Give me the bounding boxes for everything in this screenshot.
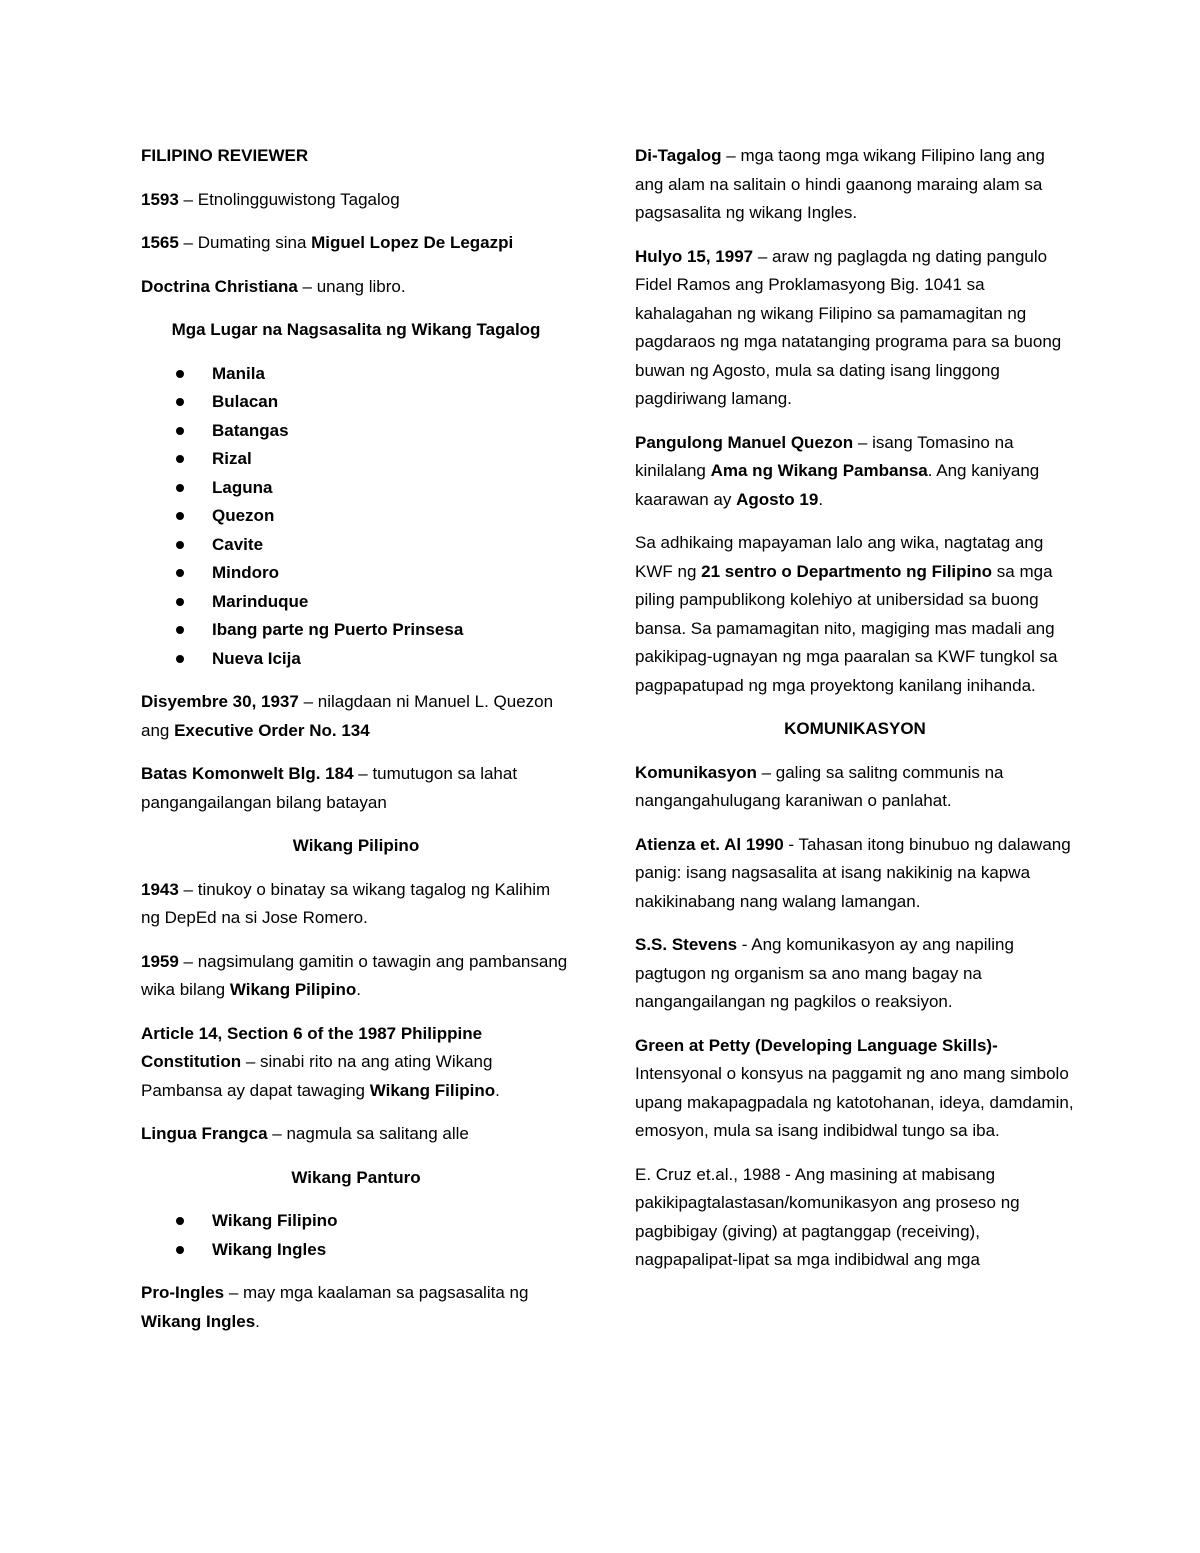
entry-kwf-sentro: Sa adhikaing mapayaman lalo ang wika, nagtatag ang KWF ng 21 sentro o Departmento ng Filipino sa mga piling pampublikong kolehiyo at unibersidad sa buong bansa. Sa pamamagitan nito, magiging mas madali ang pakikipag-ugnayan ng mga paaralan sa KWF tungkol sa pagpapatupad ng mga proyektong kanilang inihanda. [635,533,1058,695]
entry-cruz: E. Cruz et.al., 1988 - Ang masining at mabisang pakikipagtalastasan/komunikasyon ang proseso ng pagbibigay (giving) at pagtanggap (receiving), nagpapalipat-lipat sa mga indibidwal ang mga [635,1164,1020,1269]
heading-wikang-pilipino: Wikang Pilipino [292,836,420,855]
entry-1593: 1593 – Etnolingguwistong Tagalog [141,189,400,209]
heading-mga-lugar: Mga Lugar na Nagsasalita ng Wikang Tagalog [171,320,541,339]
entry-komunikasyon: Komunikasyon – galing sa salitng communis na nangangahulugang karaniwan o panlahat. [635,762,1004,810]
entry-1943: 1943 – tinukoy o binatay sa wikang tagalog ng Kalihim ng DepEd na si Jose Romero. [141,879,551,927]
entry-1565: 1565 – Dumating sina Miguel Lopez De Legazpi [141,233,514,252]
document-title: FILIPINO REVIEWER [141,146,309,165]
heading-wikang-panturo: Wikang Panturo [291,1167,421,1187]
entry-batas-komonwelt: Batas Komonwelt Blg. 184 – tumutugon sa lahat pangangailangan bilang batayan [141,764,518,812]
entry-disyembre-1937: Disyembre 30, 1937 – nilagdaan ni Manuel L. Quezon ang Executive Order No. 134 [141,692,554,740]
list-item: Mindoro [141,559,571,588]
entry-manuel-quezon: Pangulong Manuel Quezon – isang Tomasino na kinilalang Ama ng Wikang Pambansa. Ang kaniyang kaarawan ay Agosto 19. [635,432,1040,509]
list-item: Rizal [141,445,571,474]
entry-hulyo-1997: Hulyo 15, 1997 – araw ng paglagda ng dating pangulo Fidel Ramos ang Proklamasyong Big. 1041 sa kahalagahan ng wikang Filipino sa pamamagitan ng pagdaraos ng mga natatanging programa para sa buong buwan ng Agosto, mula sa dating isang linggong pagdiriwang lamang. [635,246,1062,408]
list-item: Manila [141,360,571,389]
list-item: Nueva Icija [141,645,571,674]
entry-atienza: Atienza et. Al 1990 - Tahasan itong binubuo ng dalawang panig: isang nagsasalita at isang nakikinig na kapwa nakikinabang nang walang lamangan. [635,834,1071,911]
entry-pro-ingles: Pro-Ingles – may mga kaalaman sa pagsasalita ng Wikang Ingles. [141,1283,529,1331]
panturo-list [141,1207,571,1264]
list-item: Marinduque [141,588,571,617]
places-list [141,360,571,674]
entry-green-petty: Green at Petty (Developing Language Skills)- Intensyonal o konsyus na paggamit ng ano mang simbolo upang makapagpadala ng katotohanan, ideya, damdamin, emosyon, mula sa isang indibidwal tungo sa iba. [635,1035,1074,1140]
list-item: Cavite [141,531,571,560]
list-item: Bulacan [141,388,571,417]
list-item: Batangas [141,417,571,446]
left-column [141,142,571,1351]
entry-1959: 1959 – nagsimulang gamitin o tawagin ang pambansang wika bilang Wikang Pilipino. [141,951,568,999]
heading-komunikasyon: KOMUNIKASYON [784,719,926,738]
entry-article-14: Article 14, Section 6 of the 1987 Philippine Constitution – sinabi rito na ang ating Wikang Pambansa ay dapat tawaging Wikang Filipino. [141,1023,500,1100]
entry-di-tagalog: Di-Tagalog – mga taong mga wikang Filipino lang ang ang alam na salitain o hindi gaanong maraing alam sa pagsasalita ng wikang Ingles. [635,146,1045,222]
entry-lingua-frangca: Lingua Frangca – nagmula sa salitang alle [141,1124,469,1143]
list-item: Laguna [141,474,571,503]
list-item: Wikang Ingles [141,1236,571,1265]
list-item: Wikang Filipino [141,1207,571,1236]
entry-doctrina-christiana: Doctrina Christiana – unang libro. [141,276,406,296]
entry-stevens: S.S. Stevens - Ang komunikasyon ay ang napiling pagtugon ng organism sa ano mang bagay na nangangailangan ng pagkilos o reaksiyon. [635,935,1014,1011]
list-item: Ibang parte ng Puerto Prinsesa [141,616,571,645]
right-column [635,142,1075,1290]
list-item: Quezon [141,502,571,531]
